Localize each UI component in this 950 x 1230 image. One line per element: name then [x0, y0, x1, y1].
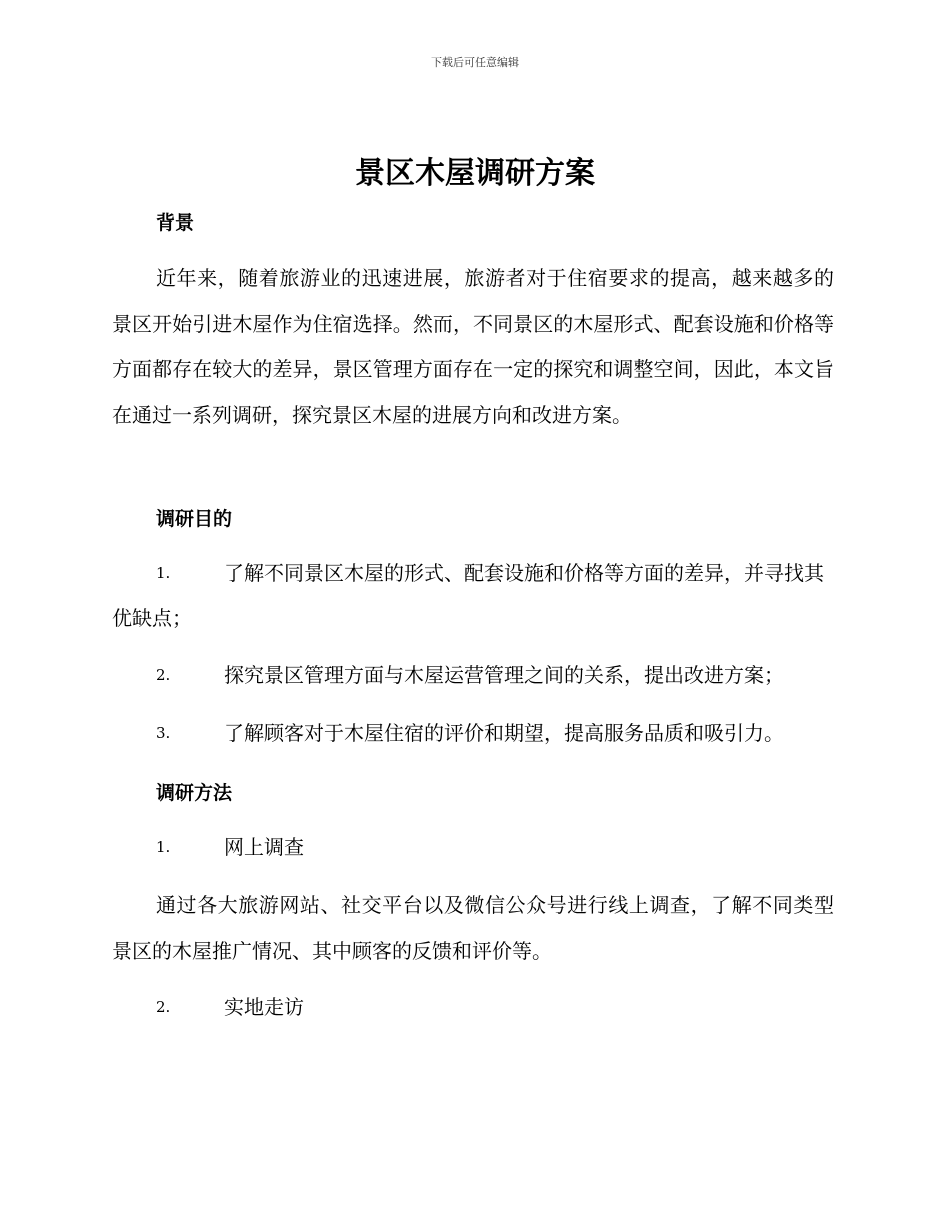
list-text: 探究景区管理方面与木屋运营管理之间的关系，提出改进方案；	[224, 663, 784, 687]
list-number: 2.	[156, 998, 171, 1016]
purpose-item-1	[112, 551, 834, 641]
document-title: 景区木屋调研方案	[355, 156, 595, 191]
list-text: 网上调查	[224, 835, 304, 859]
purpose-item-2	[112, 653, 834, 698]
method-item-2	[112, 985, 834, 1030]
heading-method: 调研方法	[156, 782, 233, 804]
list-text: 实地走访	[224, 995, 304, 1019]
list-text: 了解不同景区木屋的形式、配套设施和价格等方面的差异，并寻找其优缺点；	[112, 561, 824, 630]
list-number: 1.	[156, 564, 171, 582]
list-number: 1.	[156, 838, 171, 856]
list-number: 3.	[156, 724, 171, 742]
method-item-1	[112, 825, 834, 870]
list-number: 2.	[156, 666, 171, 684]
heading-background: 背景	[156, 212, 195, 234]
heading-purpose: 调研目的	[156, 508, 233, 530]
background-paragraph: 近年来，随着旅游业的迅速进展，旅游者对于住宿要求的提高，越来越多的景区开始引进木屋作为住宿选择。然而，不同景区的木屋形式、配套设施和价格等方面都存在较大的差异，景区管理方面存在一定的探究和调整空间，因此，本文旨在通过一系列调研，探究景区木屋的进展方向和改进方案。	[112, 266, 834, 427]
purpose-item-3	[112, 711, 834, 756]
online-survey-paragraph: 通过各大旅游网站、社交平台以及微信公众号进行线上调查，了解不同类型景区的木屋推广情况、其中顾客的反馈和评价等。	[112, 893, 834, 963]
header-note: 下载后可任意编辑	[431, 56, 519, 69]
list-text: 了解顾客对于木屋住宿的评价和期望，提高服务品质和吸引力。	[224, 721, 784, 745]
